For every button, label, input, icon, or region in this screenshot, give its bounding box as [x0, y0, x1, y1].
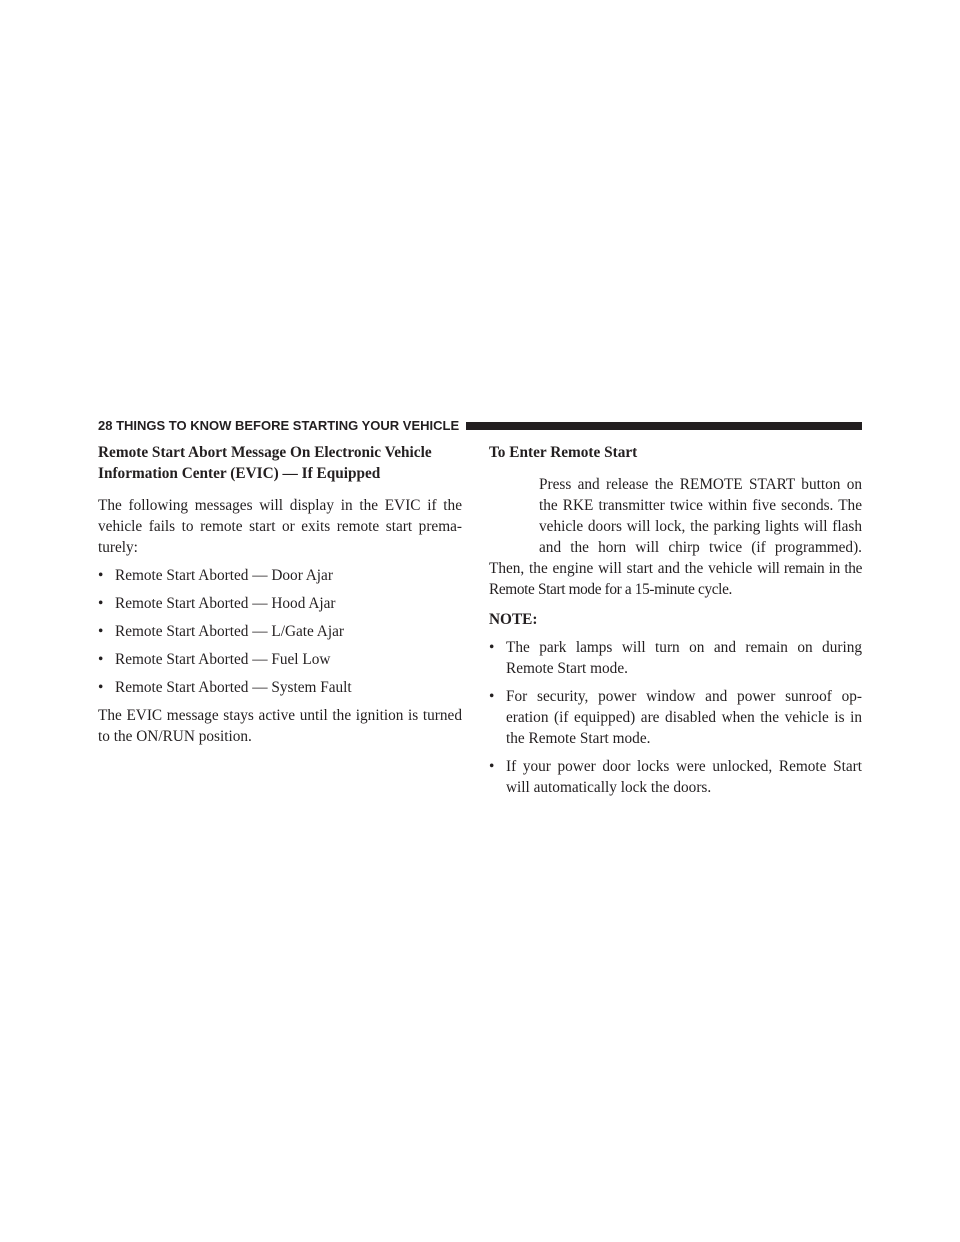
list-item: • Remote Start Aborted — Fuel Low	[98, 651, 331, 668]
abort-message-list	[98, 565, 462, 698]
bullet-icon: •	[98, 623, 104, 640]
bullet-icon: •	[98, 567, 104, 584]
bullet-icon: •	[98, 679, 104, 696]
enter-remote-start-heading: To Enter Remote Start	[489, 444, 638, 461]
page-number-and-section-title: 28 THINGS TO KNOW BEFORE STARTING YOUR VEHICLE	[98, 418, 460, 433]
header-rule	[466, 422, 862, 430]
figure-space	[489, 474, 539, 558]
bullet-icon: •	[98, 651, 104, 668]
list-item: • If your power door locks were unlocked, Remote Start will automatically lock the doors.	[489, 758, 862, 796]
left-column	[98, 442, 462, 754]
bullet-icon: •	[98, 595, 104, 612]
note-label: NOTE:	[489, 611, 538, 628]
enter-remote-start-text-continued: will remain in the Remote Start mode for a 15-minute cycle.	[489, 560, 863, 598]
abort-closing-paragraph: The EVIC message stays active until the ignition is turned to the ON/RUN position.	[98, 707, 462, 745]
enter-remote-start-text: Press and release the REMOTE START button on the RKE transmitter twice within five seconds. The vehicle doors will lock, the parking lights will flash and the horn will chirp twice (if programmed). Then, the engine will start and the vehicle	[489, 476, 862, 577]
right-column	[489, 442, 862, 805]
enter-remote-start-paragraph	[489, 474, 862, 600]
list-item: • The park lamps will turn on and remain on during Remote Start mode.	[489, 639, 862, 677]
list-item: • Remote Start Aborted — System Fault	[98, 679, 352, 696]
list-item: • Remote Start Aborted — L/Gate Ajar	[98, 623, 344, 640]
abort-intro-paragraph: The following messages will display in the EVIC if the vehicle fails to remote start or exits remote start prema-turely:	[98, 497, 462, 556]
list-item: • For security, power window and power sunroof op-eration (if equipped) are disabled when the vehicle is in the Remote Start mode.	[489, 688, 862, 747]
bullet-icon: •	[489, 688, 495, 705]
bullet-icon: •	[489, 639, 495, 656]
list-item: • Remote Start Aborted — Hood Ajar	[98, 595, 336, 612]
list-item: • Remote Start Aborted — Door Ajar	[98, 567, 333, 584]
abort-message-heading: Remote Start Abort Message On Electronic Vehicle Information Center (EVIC) — If Equipped	[98, 444, 432, 482]
note-list	[489, 637, 862, 798]
page-header	[98, 417, 862, 435]
bullet-icon: •	[489, 758, 495, 775]
